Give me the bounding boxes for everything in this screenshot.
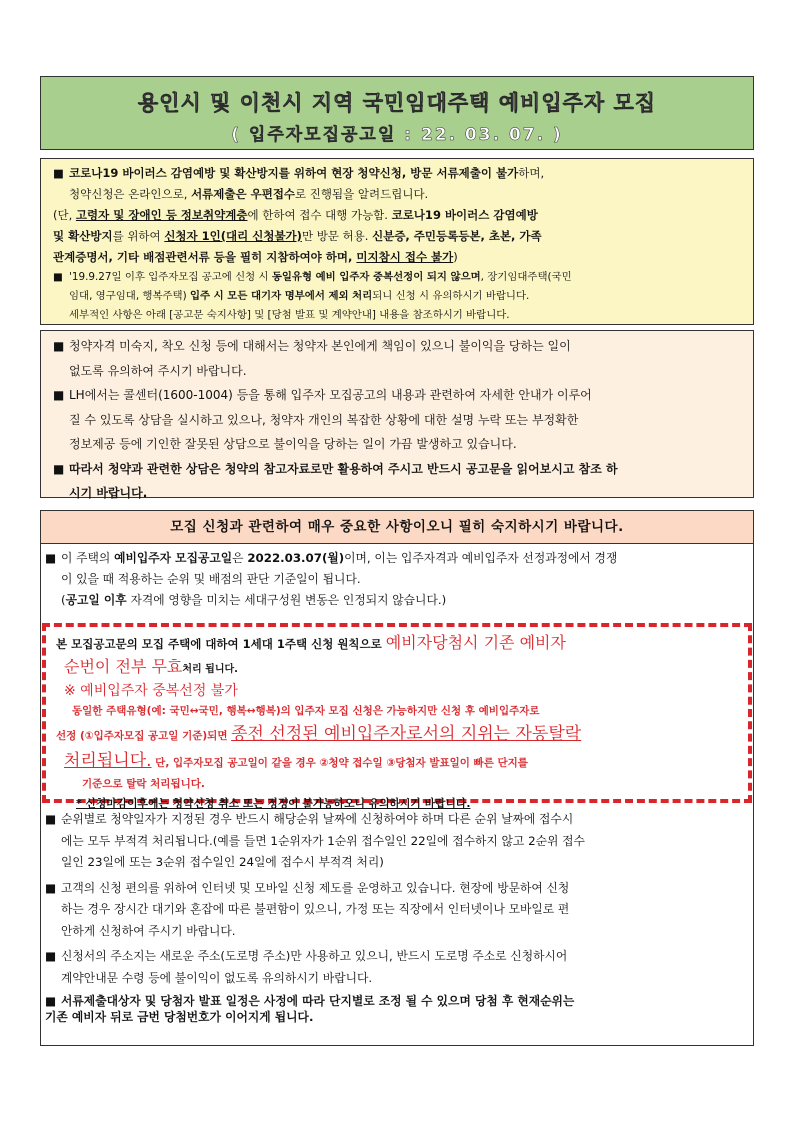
bullet-icon: ■ <box>45 812 57 826</box>
covid-notice-box <box>40 158 754 325</box>
covid-notice-line-4: 및 확산방지를 위하여 신청자 1인(대리 신청불가)만 방문 허용. 신분증, 주민등록등본, 초본, 가족 <box>53 229 542 243</box>
consult-line-7: 시기 바랍니다. <box>69 486 148 500</box>
one-house-rule-box <box>42 623 752 810</box>
announcement-schedule-note: ■ 서류제출대상자 및 당첨자 발표 일정은 사정에 따라 단지별로 조정 될 수 있으며 당첨 후 현재순위는 기존 예비자 뒤로 금번 당첨번호가 이어지게 됩니다. <box>45 994 575 1024</box>
bullet-icon: ■ <box>53 166 64 180</box>
consultation-notice-box <box>40 330 754 498</box>
rule-line-8: * 신청마감이후에는 청약신청 취소 또는 정정이 불가능하오니 유의하시기 바랍니다. <box>76 797 471 810</box>
address-note: ■ 신청서의 주소지는 새로운 주소(도로명 주소)만 사용하고 있으니, 반드시 도로명 주소로 신청하시어 계약안내문 수령 등에 불이익이 없도록 유의하시기 바랍니다. <box>45 946 745 989</box>
notice-title-box <box>40 76 754 150</box>
rule-line-3: ※ 예비입주자 중복선정 불가 <box>64 683 238 699</box>
important-notice-box <box>40 510 754 1046</box>
rule-line-2: 순번이 전부 무효처리 됩니다. <box>64 657 238 676</box>
rule-line-6: 처리됩니다. 단, 입주자모집 공고일이 같을 경우 ②청약 접수일 ③당첨자 발표일이 빠른 단지를 <box>64 751 528 771</box>
covid-notice-line-5: 관계증명서, 기타 배점관련서류 등을 필히 지참하여야 하며, 미지참시 접수 불가) <box>53 250 458 264</box>
bullet-icon: ■ <box>53 388 65 402</box>
rule-line-7: 기준으로 탈락 처리됩니다. <box>82 778 205 790</box>
bullet-icon: ■ <box>45 949 57 963</box>
consult-line-2: 없도록 유의하여 주시기 바랍니다. <box>69 363 247 378</box>
duplicate-notice-line-1: ■ '19.9.27일 이후 입주자모집 공고에 신청 시 동일유형 예비 입주자 중복선정이 되지 않으며, 장기임대주택(국민 <box>53 268 741 287</box>
consult-line-3: ■ LH에서는 콜센터(1600-1004) 등을 통해 입주자 모집공고의 내용과 관련하여 자세한 안내가 이루어 <box>53 383 741 408</box>
consult-line-4: 질 수 있도록 상담을 실시하고 있으나, 청약자 개인의 복잡한 상황에 대한 설명 누락 또는 부정확한 <box>69 412 579 427</box>
rule-line-4: 동일한 주택유형(예: 국민↔국민, 행복↔행복)의 입주자 모집 신청은 가능하지만 신청 후 예비입주자로 <box>72 705 540 717</box>
important-notice-header: 모집 신청과 관련하여 매우 중요한 사항이오니 필히 숙지하시기 바랍니다. <box>41 511 753 544</box>
bullet-icon: ■ <box>45 551 57 565</box>
online-application-note: ■ 고객의 신청 편의를 위하여 인터넷 및 모바일 신청 제도를 운영하고 있습니다. 현장에 방문하여 신청 하는 경우 장시간 대기와 혼잡에 따른 불편함이 있으니, 가정 또는 직장에서 인터넷이나 모바일로 편 안하게 신청하여 주시기 바랍니다. <box>45 878 745 943</box>
announce-date-line-2: 이 있을 때 적용하는 순위 및 배점의 판단 기준일이 됩니다. <box>61 572 361 586</box>
announcement-date: ( 입주자모집공고일 : 22. 03. 07. ) <box>231 125 563 145</box>
announce-date-line-3: (공고일 이후 자격에 영향을 미치는 세대구성원 변동은 인정되지 않습니다.) <box>61 593 447 607</box>
bullet-icon: ■ <box>45 880 57 895</box>
bullet-icon: ■ <box>53 271 63 283</box>
page-title: 용인시 및 이천시 지역 국민임대주택 예비입주자 모집 <box>137 91 657 115</box>
covid-notice-line-1: ■ 코로나19 바이러스 감염예방 및 확산방지를 위하여 현장 청약신청, 방문 서류제출이 불가하며, <box>53 163 741 184</box>
bullet-icon: ■ <box>53 339 65 353</box>
important-notice-body <box>41 544 753 611</box>
bullet-icon: ■ <box>45 994 57 1008</box>
announce-date-line-1: ■ 이 주택의 예비입주자 모집공고일은 2022.03.07(월)이며, 이는 입주자격과 예비입주자 선정과정에서 경쟁 <box>45 548 745 569</box>
duplicate-notice-line-3: 세부적인 사항은 아래 [공고문 숙지사항] 및 [당첨 발표 및 계약안내] 내용을 참조하시기 바랍니다. <box>69 309 510 321</box>
consult-line-1: ■ 청약자격 미숙지, 착오 신청 등에 대해서는 청약자 본인에게 책임이 있으니 불이익을 당하는 일이 <box>53 334 741 359</box>
rule-line-5: 선정 (①입주자모집 공고일 기준)되면 종전 선정된 예비입주자로서의 지위는 자동탈락 <box>56 724 582 744</box>
consult-line-6: ■ 따라서 청약과 관련한 상담은 청약의 참고자료로만 활용하여 주시고 반드시 공고문을 읽어보시고 참조 하 <box>53 457 741 482</box>
rule-line-1: 본 모집공고문의 모집 주택에 대하여 1세대 1주택 신청 원칙으로 예비자당첨시 기존 예비자 <box>56 633 566 652</box>
duplicate-notice-line-2: 임대, 영구임대, 행복주택) 입주 시 모든 대기자 명부에서 제외 처리되니 신청 시 유의하시기 바랍니다. <box>69 290 530 302</box>
covid-notice-line-2: 청약신청은 온라인으로, 서류제출은 우편접수로 진행됨을 알려드립니다. <box>69 187 429 201</box>
consult-line-5: 정보제공 등에 기인한 잘못된 상담으로 불이익을 당하는 일이 가끔 발생하고 있습니다. <box>69 437 517 451</box>
bullet-icon: ■ <box>53 461 65 476</box>
covid-notice-line-3: (단, 고령자 및 장애인 등 정보취약계층에 한하여 접수 대행 가능함. 코로나19 바이러스 감염예방 <box>53 208 538 222</box>
rank-date-note: ■ 순위별로 청약일자가 지정된 경우 반드시 해당순위 날짜에 신청하여야 하며 다른 순위 날짜에 접수시 에는 모두 부적격 처리됩니다.(예를 들면 1순위자가 1순위 접수일인 22일에 접수하지 않고 2순위 접수 일인 23일에 또는 3순위 접수일인 24일에 접수시 부적격 처리) <box>45 809 745 874</box>
application-notes <box>45 809 745 1029</box>
